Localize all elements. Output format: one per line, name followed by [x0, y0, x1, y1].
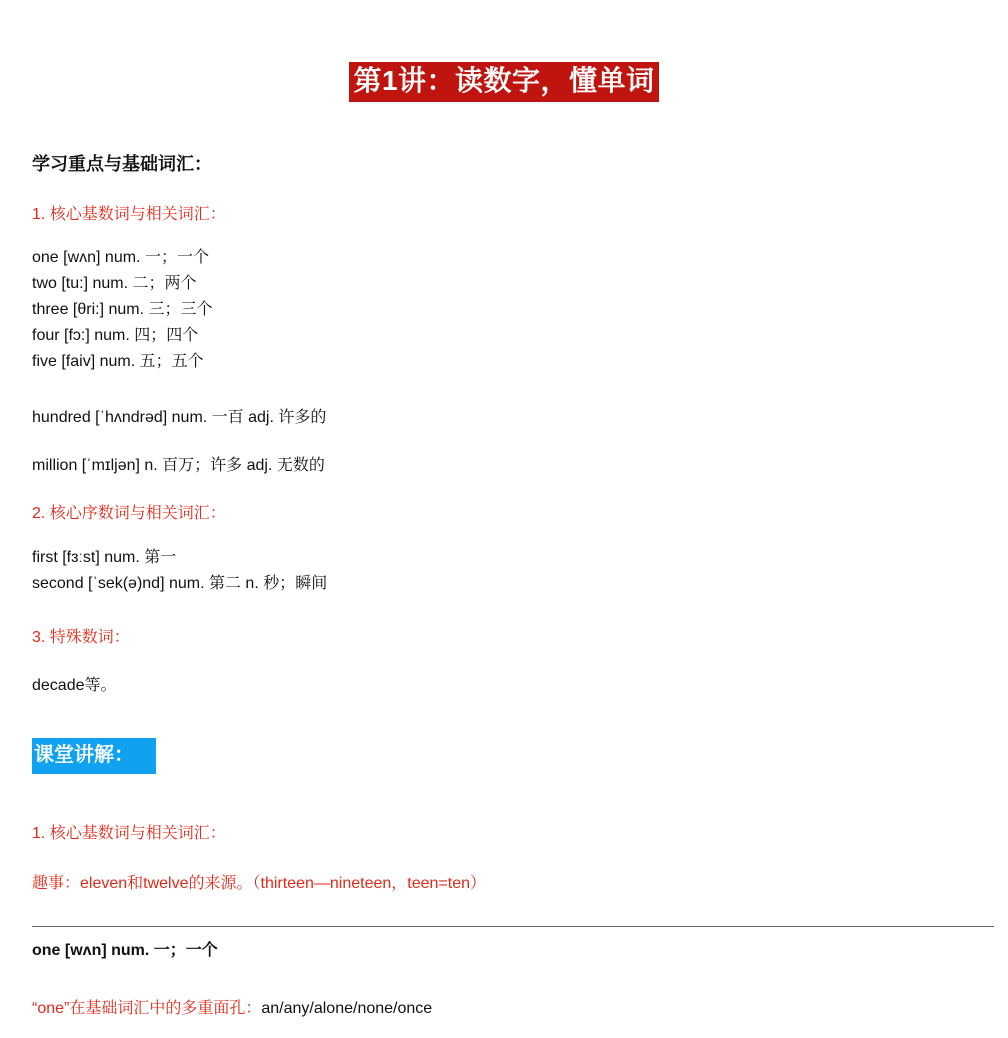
vocab-line-three: three [θri:] num. 三；三个 — [32, 301, 213, 318]
cardinal-list — [32, 245, 213, 375]
vocab-line-second: second [ˈsek(ə)nd] num. 第二 n. 秒；瞬间 — [32, 575, 328, 592]
class-heading: 课堂讲解： — [32, 738, 156, 774]
one-entry: one [wʌn] num. 一；一个 — [32, 942, 218, 959]
vocab-line-one: one [wʌn] num. 一；一个 — [32, 249, 209, 266]
vocab-line-four: four [fɔ:] num. 四；四个 — [32, 327, 199, 344]
vocab-line-five: five [faiv] num. 五；五个 — [32, 353, 204, 370]
section2-label: 2. 核心序数词与相关词汇： — [32, 505, 226, 522]
fun-fact: 趣事：eleven和twelve的来源。（thirteen—nineteen，teen=ten） — [32, 875, 486, 892]
class-section1-label: 1. 核心基数词与相关词汇： — [32, 825, 226, 842]
page-title: 第1讲：读数字，懂单词 — [349, 62, 658, 102]
focus-heading: 学习重点与基础词汇： — [32, 154, 212, 174]
vocab-line-million: million [ˈmɪljən] n. 百万；许多 adj. 无数的 — [32, 457, 325, 474]
vocab-line-two: two [tu:] num. 二；两个 — [32, 275, 197, 292]
ordinal-list — [32, 545, 327, 597]
section1-label: 1. 核心基数词与相关词汇： — [32, 206, 226, 223]
one-note-words: an/any/alone/none/once — [261, 1000, 433, 1017]
divider — [32, 926, 994, 927]
one-note — [32, 995, 432, 1018]
title-container — [0, 62, 1008, 102]
section3-label: 3. 特殊数词： — [32, 629, 130, 646]
special-line: decade等。 — [32, 677, 117, 694]
vocab-line-first: first [fɜːst] num. 第一 — [32, 549, 177, 566]
one-note-label: “one”在基础词汇中的多重面孔： — [32, 1000, 262, 1017]
vocab-line-hundred: hundred [ˈhʌndrəd] num. 一百 adj. 许多的 — [32, 409, 327, 426]
